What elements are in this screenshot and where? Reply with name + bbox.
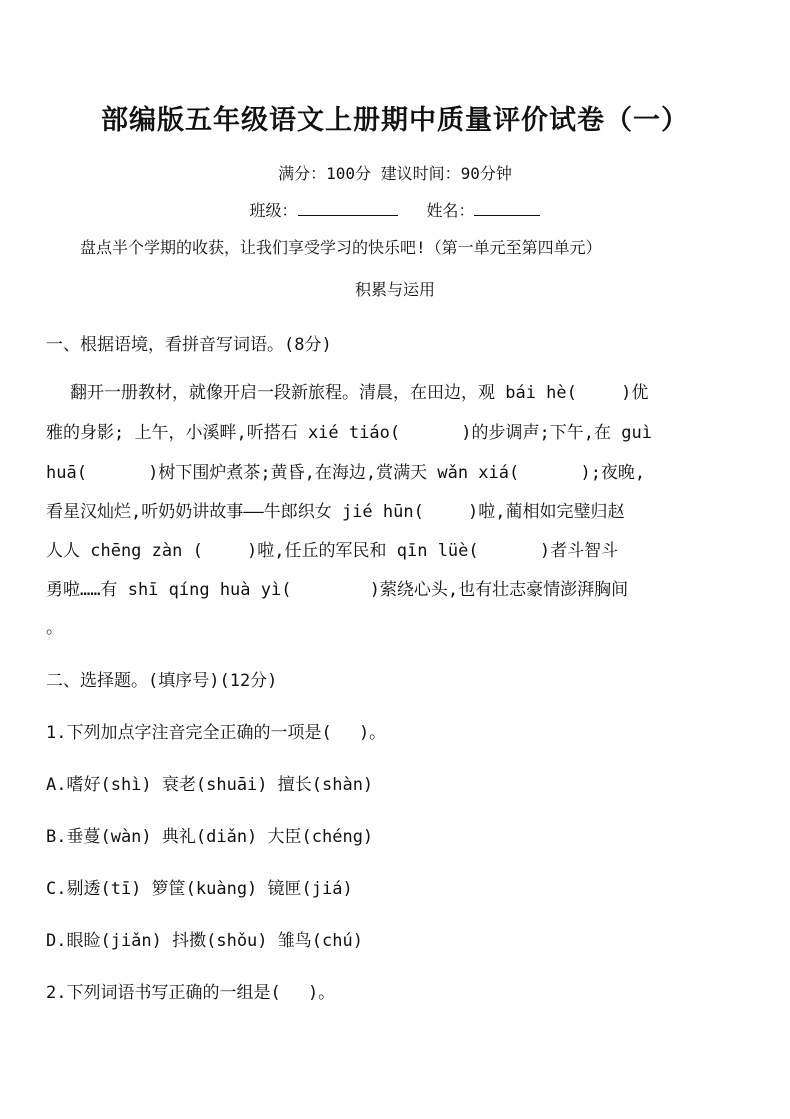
q2-item-2: 2.下列词语书写正确的一组是( )。 (46, 983, 336, 1003)
name-field[interactable] (474, 201, 540, 216)
score-time-info: 满分：100分 建议时间：90分钟 (278, 164, 512, 183)
option-c: C.剔透(tī) 箩筐(kuàng) 镜匣(jiá) (46, 879, 353, 899)
student-info-row (0, 198, 790, 221)
class-label: 班级： (249, 201, 298, 220)
page-title: 部编版五年级语文上册期中质量评价试卷（一） (101, 105, 689, 136)
q1-line: 勇啦……有 shī qíng huà yì( )萦绕心头,也有壮志豪情澎湃胸间 (46, 580, 629, 600)
intro-text: 盘点半个学期的收获，让我们享受学习的快乐吧!（第一单元至第四单元） (80, 238, 602, 257)
q2-item-1: 1.下列加点字注音完全正确的一项是( )。 (46, 723, 387, 743)
section-heading: 积累与运用 (354, 280, 435, 299)
q1-heading: 一、根据语境，看拼音写词语。(8分) (46, 335, 332, 355)
q1-line: huā( )树下围炉煮茶;黄昏,在海边,赏满天 wǎn xiá( );夜晚, (46, 463, 646, 483)
q1-line: 人人 chēng zàn ( )啦,任丘的军民和 qīn lüè( )者斗智斗 (46, 541, 619, 561)
q1-line: 看星汉灿烂,听奶奶讲故事——牛郎织女 jié hūn( )啦,蔺相如完璧归赵 (46, 502, 625, 522)
q2-heading: 二、选择题。(填序号)(12分) (46, 671, 278, 691)
option-d: D.眼睑(jiǎn) 抖擞(shǒu) 雏鸟(chú) (46, 931, 363, 951)
q1-line: 翻开一册教材，就像开启一段新旅程。清晨，在田边，观 bái hè( )优 (70, 383, 649, 403)
class-field[interactable] (298, 201, 398, 216)
q1-line: 雅的身影; 上午，小溪畔,听搭石 xié tiáo( )的步调声;下午,在 guì (46, 423, 652, 443)
option-a: A.嗜好(shì) 衰老(shuāi) 擅长(shàn) (46, 775, 374, 795)
q1-line: 。 (46, 618, 63, 638)
name-label: 姓名： (426, 201, 475, 220)
option-b: B.垂蔓(wàn) 典礼(diǎn) 大臣(chéng) (46, 827, 374, 847)
